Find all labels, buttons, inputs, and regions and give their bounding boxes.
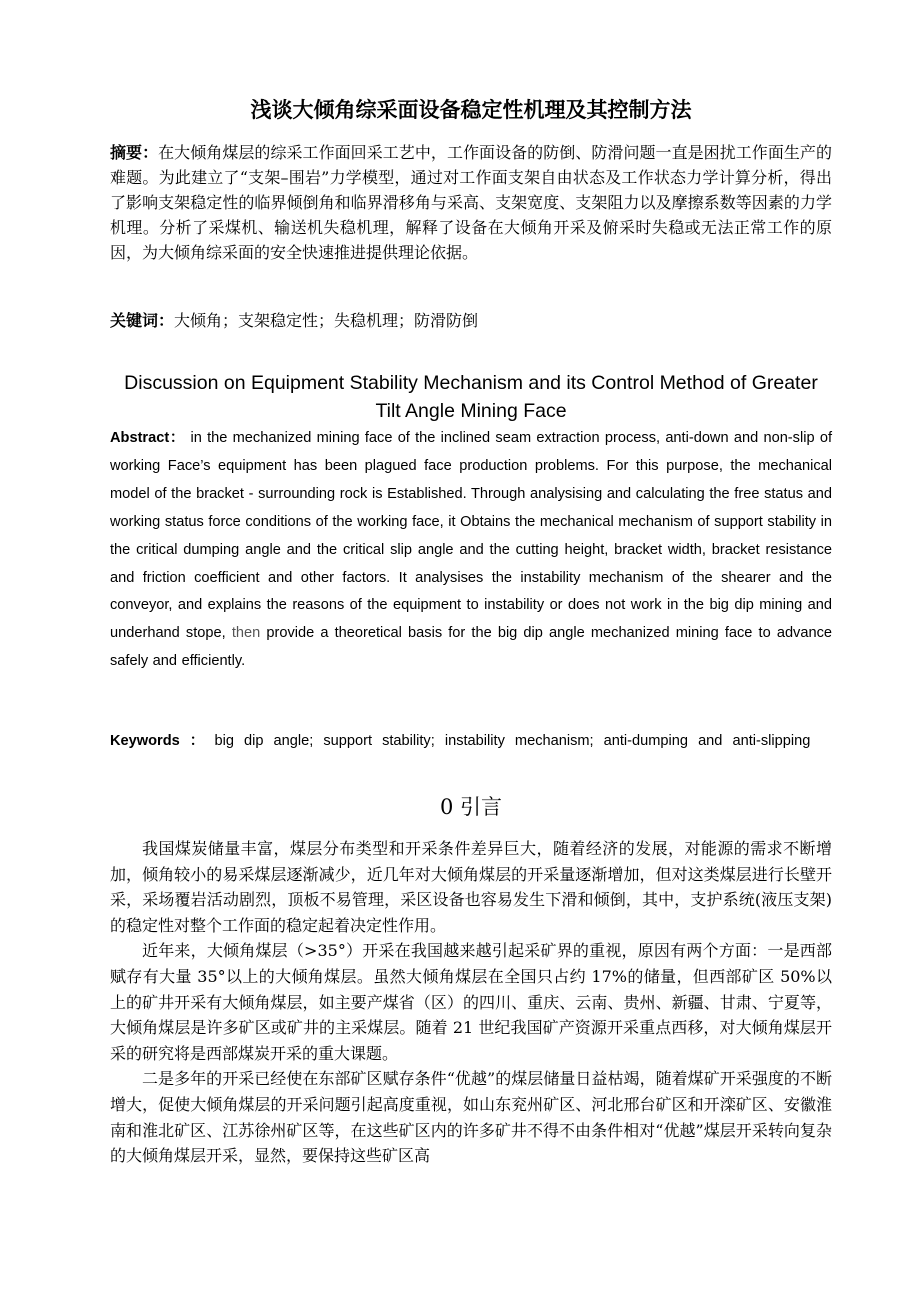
chinese-keywords-text: 大倾角；支架稳定性；失稳机理；防滑防倒 [174,311,479,330]
chinese-title: 浅谈大倾角综采面设备稳定性机理及其控制方法 [250,97,692,122]
body-text [110,836,832,1169]
chinese-abstract-text: 在大倾角煤层的综采工作面回采工艺中，工作面设备的防倒、防滑问题一直是困扰工作面生产的难题。为此建立了“支架–围岩”力学模型，通过对工作面支架自由状态及工作状态力学计算分析，得出了影响支架稳定性的临界倾倒角和临界滑移角与采高、支架宽度、支架阻力以及摩擦系数等因素的力学机理。分析了采煤机、输送机失稳机理，解释了设备在大倾角开采及俯采时失稳或无法正常工作的原因，为大倾角综采面的安全快速推进提供理论依据。 [110,143,832,262]
english-abstract [110,425,832,676]
english-abstract-label: Abstract： [110,430,186,446]
english-abstract-text-part1: in the mechanized mining face of the inclined seam extraction process, anti-down and non-slip of working Face’s equipment has been plagued face production problems. For this purpose, the mechanical model of the bracket - surrounding rock is Established. Through analysising and calculating the free status and working status force conditions of the working face, it Obtains the mechanical mechanism of support stability in the critical dumping angle and the critical slip angle and the cutting height, bracket width, bracket resistance and friction coefficient and other factors. It analysises the instability mechanism of the shearer and the conveyor, and explains the reasons of the equipment to instability or does not work in the big dip mining and underhand stope, [110,430,832,642]
english-title: Discussion on Equipment Stability Mechanism and its Control Method of Greater Tilt Angle Mining Face [124,372,818,422]
english-abstract-text-part2: provide a theoretical basis for the big dip angle mechanized mining face to advance safely and efficiently. [110,625,833,670]
english-keywords-text: big dip angle; support stability; instability mechanism; anti-dumping and anti-slipping [204,733,811,749]
chinese-abstract-label: 摘要： [110,143,159,162]
body-paragraph: 我国煤炭储量丰富，煤层分布类型和开采条件差异巨大，随着经济的发展，对能源的需求不断增加，倾角较小的易采煤层逐渐减少，近几年对大倾角煤层的开采量逐渐增加，但对这类煤层进行长壁开采，采场覆岩活动剧烈，顶板不易管理，采区设备也容易发生下滑和倾倒，其中，支护系统(液压支架)的稳定性对整个工作面的稳定起着决定性作用。 [110,839,832,935]
chinese-abstract [110,140,832,265]
body-paragraph: 近年来，大倾角煤层（>35°）开采在我国越来越引起采矿界的重视，原因有两个方面：一是西部赋存有大量 35°以上的大倾角煤层。虽然大倾角煤层在全国只占约 17%的储量，但西部矿区 50%以上的矿井开采有大倾角煤层，如主要产煤省（区）的四川、重庆、云南、贵州、新疆、甘肃、宁夏等，大倾角煤层是许多矿区或矿井的主采煤层。随着 21 世纪我国矿产资源开采重点西移，对大倾角煤层开采的研究将是西部煤炭开采的重大课题。 [110,941,832,1063]
section-heading-introduction: 0 引言 [439,795,503,819]
english-keywords [110,728,832,756]
english-keywords-label: Keywords ： [110,733,205,749]
body-paragraph: 二是多年的开采已经使在东部矿区赋存条件“优越”的煤层储量日益枯竭，随着煤矿开采强度的不断增大，促使大倾角煤层的开采问题引起高度重视，如山东兖州矿区、河北邢台矿区和开滦矿区、安徽淮南和淮北矿区、江苏徐州矿区等，在这些矿区内的许多矿井不得不由条件相对“优越”煤层开采转向复杂的大倾角煤层开采，显然，要保持这些矿区高 [110,1069,832,1166]
english-abstract-then: then [231,625,261,642]
chinese-keywords-label: 关键词： [110,311,175,330]
chinese-keywords [110,308,832,333]
